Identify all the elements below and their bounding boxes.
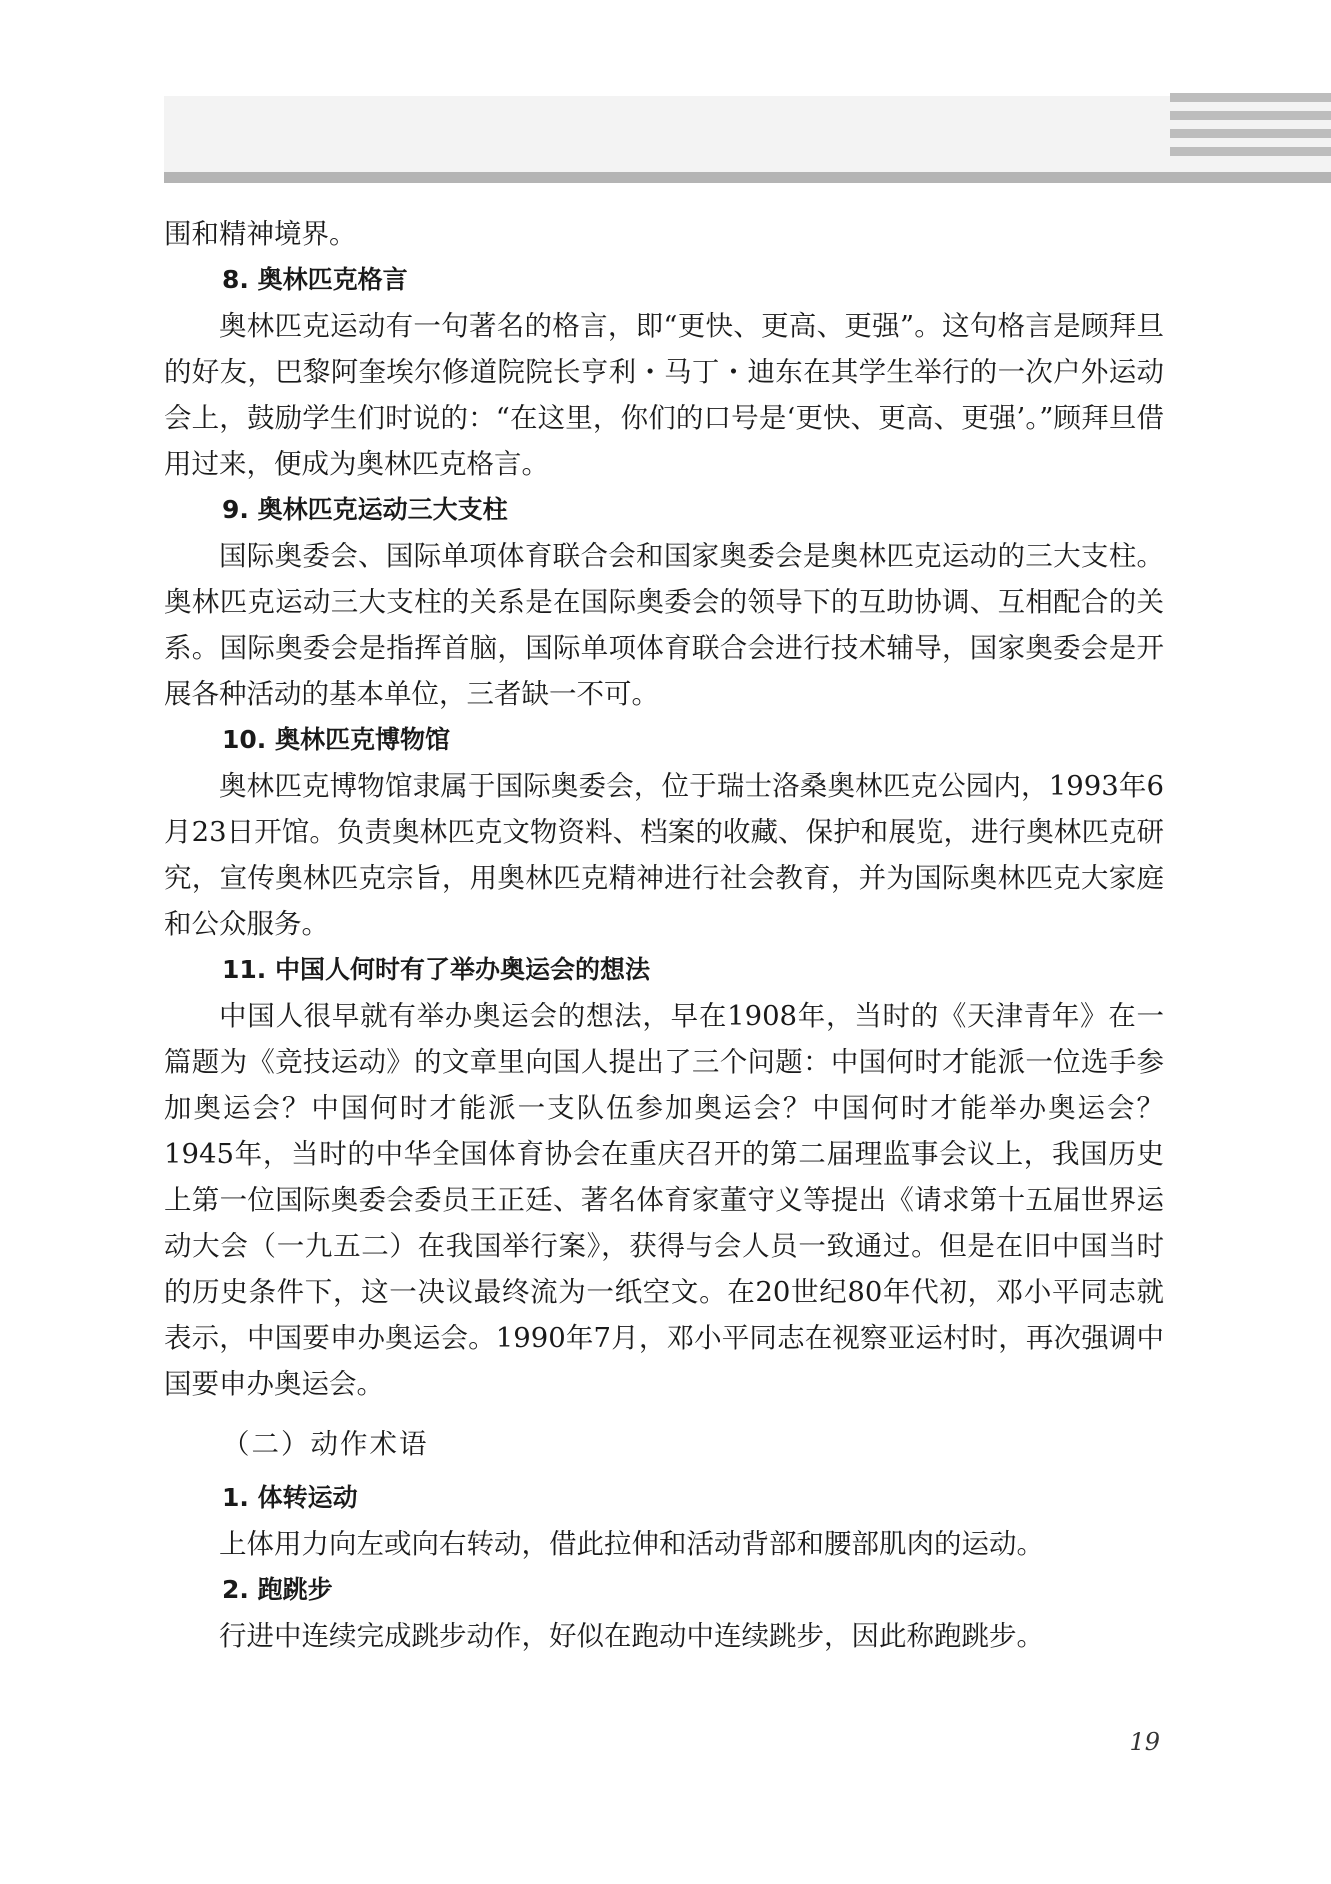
section-heading-china-olympics: 11. 中国人何时有了举办奥运会的想法	[222, 955, 650, 984]
section-body-motto: 奥林匹克运动有一句著名的格言，即“更快、更高、更强”。这句格言是顾拜旦的好友，巴黎阿奎埃尔修道院院长亨利・马丁・迪东在其学生举行的一次户外运动会上，鼓励学生们时说的：“在这里，你们的口号是‘更快、更高、更强’。”顾拜旦借用过来，便成为奥林匹克格言。	[164, 310, 1164, 480]
section-body-museum: 奥林匹克博物馆隶属于国际奥委会，位于瑞士洛桑奥林匹克公园内，1993年6月23日开馆。负责奥林匹克文物资料、档案的收藏、保护和展览，进行奥林匹克研究，宣传奥林匹克宗旨，用奥林匹克精神进行社会教育，并为国际奥林匹克大家庭和公众服务。	[164, 770, 1164, 940]
section-heading-pillars: 9. 奥林匹克运动三大支柱	[222, 495, 508, 524]
section-body-china-olympics: 中国人很早就有举办奥运会的想法，早在1908年，当时的《天津青年》在一篇题为《竞技运动》的文章里向国人提出了三个问题：中国何时才能派一位选手参加奥运会？中国何时才能派一支队伍参加奥运会？中国何时才能举办奥运会？1945年，当时的中华全国体育协会在重庆召开的第二届理监事会议上，我国历史上第一位国际奥委会委员王正廷、著名体育家董守义等提出《请求第十五届世界运动大会（一九五二）在我国举行案》，获得与会人员一致通过。但是在旧中国当时的历史条件下，这一决议最终流为一纸空文。在20世纪80年代初，邓小平同志就表示，中国要申办奥运会。1990年7月，邓小平同志在视察亚运村时，再次强调中国要申办奥运会。	[164, 1000, 1164, 1400]
term-body-skip-step: 行进中连续完成跳步动作，好似在跑动中连续跳步，因此称跑跳步。	[219, 1620, 1044, 1652]
section-heading-motto: 8. 奥林匹克格言	[222, 265, 408, 294]
subsection-title: （二）动作术语	[222, 1428, 429, 1460]
decorative-stripes	[1170, 93, 1331, 165]
header-band	[164, 96, 1331, 178]
section-heading-museum: 10. 奥林匹克博物馆	[222, 725, 450, 754]
section-body-pillars: 国际奥委会、国际单项体育联合会和国家奥委会是奥林匹克运动的三大支柱。奥林匹克运动三大支柱的关系是在国际奥委会的领导下的互助协调、互相配合的关系。国际奥委会是指挥首脑，国际单项体育联合会进行技术辅导，国家奥委会是开展各种活动的基本单位，三者缺一不可。	[164, 540, 1164, 710]
continuation-text: 围和精神境界。	[164, 218, 357, 250]
page-number: 19	[1129, 1728, 1160, 1756]
page-content	[164, 211, 1164, 1659]
term-heading-skip-step: 2. 跑跳步	[222, 1575, 333, 1604]
term-body-body-rotation: 上体用力向左或向右转动，借此拉伸和活动背部和腰部肌肉的运动。	[219, 1528, 1044, 1560]
term-heading-body-rotation: 1. 体转运动	[222, 1483, 358, 1512]
header-rule	[164, 172, 1331, 183]
